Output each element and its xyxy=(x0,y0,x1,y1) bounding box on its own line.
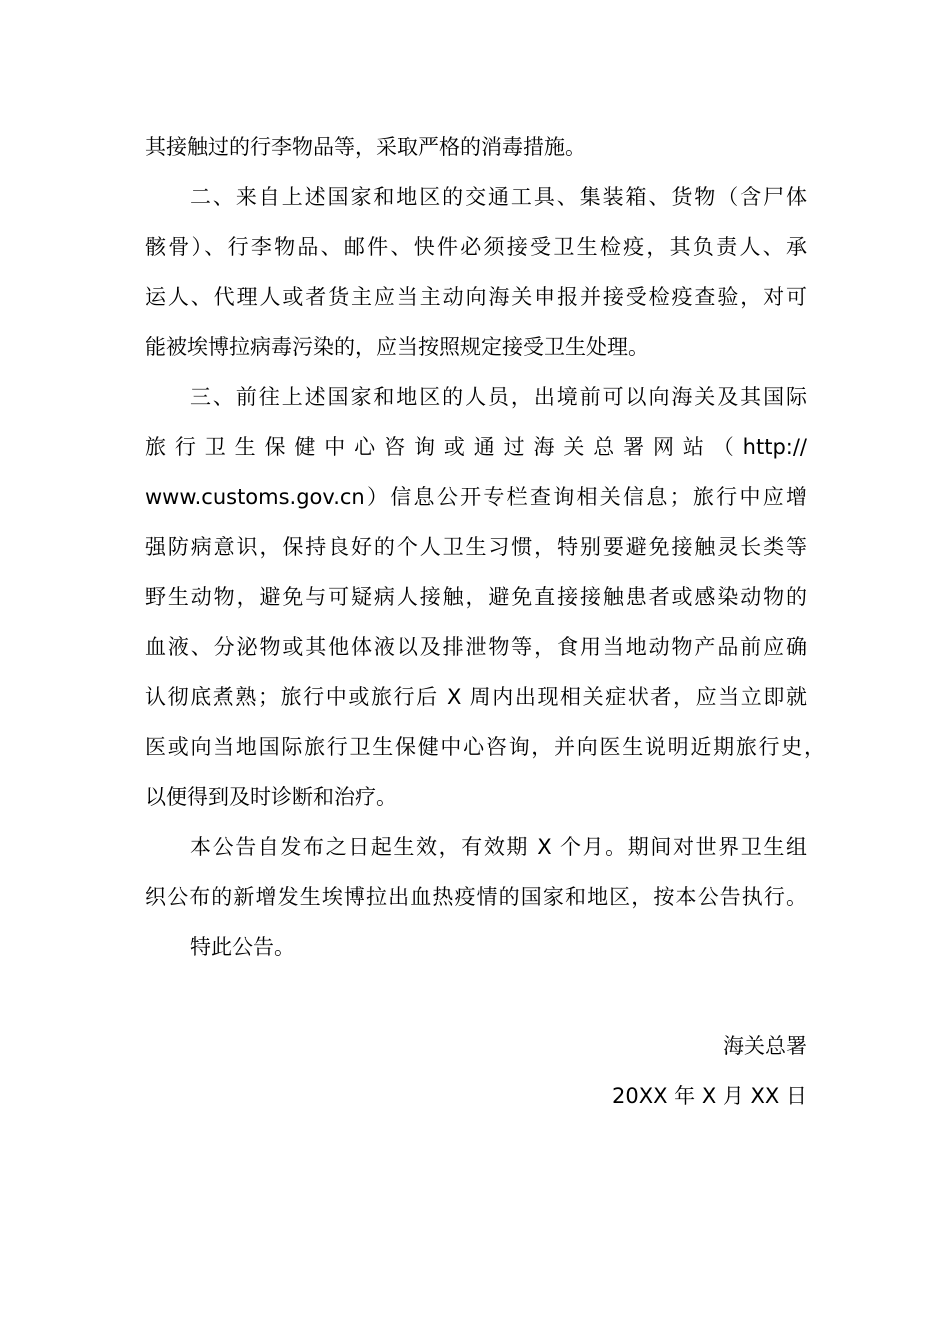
text-line: 其接触过的行李物品等，采取严格的消毒措施。 xyxy=(145,135,586,159)
paragraph-2-line-1: 二、来自上述国家和地区的交通工具、集装箱、货物（含尸体 xyxy=(190,185,807,209)
closing-line: 特此公告。 xyxy=(190,935,295,959)
paragraph-4-line-1: 本公告自发布之日起生效，有效期 X 个月。期间对世界卫生组 xyxy=(190,835,807,859)
text-line: 织公布的新增发生埃博拉出血热疫情的国家和地区，按本公告执行。 xyxy=(145,885,807,909)
text-line: www.customs.gov.cn）信息公开专栏查询相关信息；旅行中应增 xyxy=(145,485,807,509)
paragraph-3-line-1: 三、前往上述国家和地区的人员，出境前可以向海关及其国际 xyxy=(190,385,807,409)
text-line: 旅 行 卫 生 保 健 中 心 咨 询 或 通 过 海 关 总 署 网 站 （ http:// xyxy=(145,435,807,459)
text-line: 认彻底煮熟；旅行中或旅行后 X 周内出现相关症状者，应当立即就 xyxy=(145,685,807,709)
text-line: 医或向当地国际旅行卫生保健中心咨询，并向医生说明近期旅行史， xyxy=(145,735,825,759)
text-line: 骸骨）、行李物品、邮件、快件必须接受卫生检疫，其负责人、承 xyxy=(145,235,807,259)
text-line: 血液、分泌物或其他体液以及排泄物等，食用当地动物产品前应确 xyxy=(145,635,807,659)
text-line: 强防病意识，保持良好的个人卫生习惯，特别要避免接触灵长类等 xyxy=(145,535,807,559)
text-line: 以便得到及时诊断和治疗。 xyxy=(145,785,397,809)
issue-date: 20XX 年 X 月 XX 日 xyxy=(611,1084,807,1108)
text-line: 运人、代理人或者货主应当主动向海关申报并接受检疫查验，对可 xyxy=(145,285,807,309)
issuer-signature: 海关总署 xyxy=(723,1034,807,1058)
text-line: 能被埃博拉病毒污染的，应当按照规定接受卫生处理。 xyxy=(145,335,649,359)
text-line: 野生动物，避免与可疑病人接触，避免直接接触患者或感染动物的 xyxy=(145,585,807,609)
